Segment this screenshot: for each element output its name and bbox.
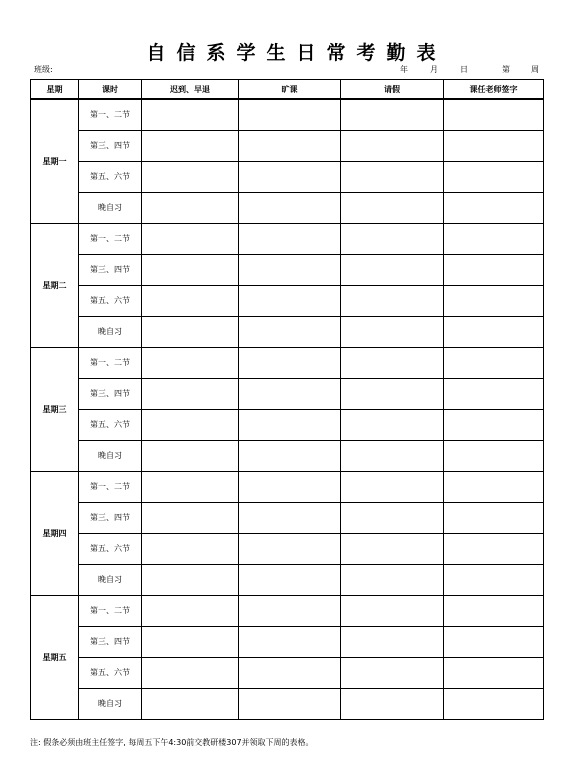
column-header-late: 迟到、早退	[142, 80, 239, 100]
absent-cell[interactable]	[239, 316, 341, 347]
class-label: 班级:	[34, 65, 53, 74]
table-row	[31, 316, 544, 347]
leave-cell[interactable]	[341, 502, 444, 533]
late-cell[interactable]	[142, 409, 239, 440]
absent-cell[interactable]	[239, 564, 341, 595]
weekday-cell: 星期一	[31, 99, 79, 223]
teacher-signature-cell[interactable]	[444, 595, 544, 626]
table-row	[31, 533, 544, 564]
leave-cell[interactable]	[341, 99, 444, 130]
leave-cell[interactable]	[341, 657, 444, 688]
late-cell[interactable]	[142, 285, 239, 316]
table-row	[31, 378, 544, 409]
absent-cell[interactable]	[239, 595, 341, 626]
late-cell[interactable]	[142, 99, 239, 130]
teacher-signature-cell[interactable]	[444, 161, 544, 192]
absent-cell[interactable]	[239, 533, 341, 564]
table-body	[31, 99, 544, 719]
attendance-table	[30, 79, 544, 720]
period-cell: 第三、四节	[79, 254, 142, 285]
teacher-signature-cell[interactable]	[444, 223, 544, 254]
weekday-cell: 星期五	[31, 595, 79, 719]
period-cell: 第一、二节	[79, 471, 142, 502]
absent-cell[interactable]	[239, 502, 341, 533]
leave-cell[interactable]	[341, 409, 444, 440]
leave-cell[interactable]	[341, 223, 444, 254]
column-header-period: 课时	[79, 80, 142, 100]
late-cell[interactable]	[142, 595, 239, 626]
late-cell[interactable]	[142, 161, 239, 192]
absent-cell[interactable]	[239, 99, 341, 130]
absent-cell[interactable]	[239, 440, 341, 471]
period-cell: 第三、四节	[79, 626, 142, 657]
absent-cell[interactable]	[239, 285, 341, 316]
period-cell: 晚自习	[79, 688, 142, 719]
late-cell[interactable]	[142, 254, 239, 285]
column-header-weekday: 星期	[31, 80, 79, 100]
late-cell[interactable]	[142, 502, 239, 533]
late-cell[interactable]	[142, 347, 239, 378]
teacher-signature-cell[interactable]	[444, 316, 544, 347]
weekday-cell: 星期四	[31, 471, 79, 595]
late-cell[interactable]	[142, 440, 239, 471]
teacher-signature-cell[interactable]	[444, 130, 544, 161]
leave-cell[interactable]	[341, 347, 444, 378]
period-cell: 第三、四节	[79, 502, 142, 533]
leave-cell[interactable]	[341, 254, 444, 285]
absent-cell[interactable]	[239, 471, 341, 502]
late-cell[interactable]	[142, 471, 239, 502]
period-cell: 第一、二节	[79, 223, 142, 254]
column-header-absent: 旷课	[239, 80, 341, 100]
month-label: 月	[430, 65, 438, 74]
table-row	[31, 99, 544, 130]
table-row	[31, 223, 544, 254]
leave-cell[interactable]	[341, 192, 444, 223]
late-cell[interactable]	[142, 688, 239, 719]
week-suffix-label: 周	[531, 65, 539, 74]
table-row	[31, 440, 544, 471]
period-cell: 第一、二节	[79, 347, 142, 378]
absent-cell[interactable]	[239, 161, 341, 192]
period-cell: 第五、六节	[79, 161, 142, 192]
late-cell[interactable]	[142, 657, 239, 688]
teacher-signature-cell[interactable]	[444, 502, 544, 533]
period-cell: 第五、六节	[79, 657, 142, 688]
week-prefix-label: 第	[502, 65, 510, 74]
absent-cell[interactable]	[239, 657, 341, 688]
leave-cell[interactable]	[341, 316, 444, 347]
period-cell: 第五、六节	[79, 533, 142, 564]
period-cell: 第三、四节	[79, 378, 142, 409]
column-header-leave: 请假	[341, 80, 444, 100]
period-cell: 晚自习	[79, 564, 142, 595]
leave-cell[interactable]	[341, 440, 444, 471]
late-cell[interactable]	[142, 378, 239, 409]
absent-cell[interactable]	[239, 378, 341, 409]
period-cell: 第一、二节	[79, 99, 142, 130]
teacher-signature-cell[interactable]	[444, 347, 544, 378]
table-row	[31, 254, 544, 285]
teacher-signature-cell[interactable]	[444, 192, 544, 223]
absent-cell[interactable]	[239, 347, 341, 378]
table-row	[31, 130, 544, 161]
header-info-line	[34, 64, 544, 78]
teacher-signature-cell[interactable]	[444, 378, 544, 409]
period-cell: 晚自习	[79, 316, 142, 347]
table-row	[31, 347, 544, 378]
teacher-signature-cell[interactable]	[444, 254, 544, 285]
absent-cell[interactable]	[239, 626, 341, 657]
period-cell: 第五、六节	[79, 409, 142, 440]
teacher-signature-cell[interactable]	[444, 657, 544, 688]
period-cell: 第一、二节	[79, 595, 142, 626]
table-row	[31, 502, 544, 533]
leave-cell[interactable]	[341, 471, 444, 502]
header-row	[31, 80, 544, 100]
period-cell: 晚自习	[79, 440, 142, 471]
absent-cell[interactable]	[239, 254, 341, 285]
table-row	[31, 595, 544, 626]
period-cell: 第五、六节	[79, 285, 142, 316]
period-cell: 第三、四节	[79, 130, 142, 161]
teacher-signature-cell[interactable]	[444, 564, 544, 595]
absent-cell[interactable]	[239, 223, 341, 254]
teacher-signature-cell[interactable]	[444, 688, 544, 719]
period-cell: 晚自习	[79, 192, 142, 223]
table-row	[31, 161, 544, 192]
teacher-signature-cell[interactable]	[444, 285, 544, 316]
absent-cell[interactable]	[239, 130, 341, 161]
late-cell[interactable]	[142, 316, 239, 347]
teacher-signature-cell[interactable]	[444, 533, 544, 564]
late-cell[interactable]	[142, 533, 239, 564]
table-row	[31, 285, 544, 316]
late-cell[interactable]	[142, 626, 239, 657]
weekday-cell: 星期三	[31, 347, 79, 471]
absent-cell[interactable]	[239, 409, 341, 440]
leave-cell[interactable]	[341, 130, 444, 161]
footer-note: 注: 假条必须由班主任签字, 每周五下午4:30前交教研楼307并领取下周的表格。	[30, 738, 314, 747]
late-cell[interactable]	[142, 192, 239, 223]
leave-cell[interactable]	[341, 161, 444, 192]
year-label: 年	[400, 65, 408, 74]
teacher-signature-cell[interactable]	[444, 409, 544, 440]
leave-cell[interactable]	[341, 688, 444, 719]
table-row	[31, 409, 544, 440]
absent-cell[interactable]	[239, 192, 341, 223]
leave-cell[interactable]	[341, 533, 444, 564]
leave-cell[interactable]	[341, 285, 444, 316]
leave-cell[interactable]	[341, 626, 444, 657]
table-row	[31, 688, 544, 719]
leave-cell[interactable]	[341, 378, 444, 409]
teacher-signature-cell[interactable]	[444, 471, 544, 502]
table-row	[31, 471, 544, 502]
late-cell[interactable]	[142, 564, 239, 595]
table-row	[31, 657, 544, 688]
leave-cell[interactable]	[341, 564, 444, 595]
late-cell[interactable]	[142, 223, 239, 254]
absent-cell[interactable]	[239, 688, 341, 719]
column-header-teacher-signature: 课任老师签字	[444, 80, 544, 100]
teacher-signature-cell[interactable]	[444, 440, 544, 471]
page-title: 自信系学生日常考勤表	[146, 42, 447, 64]
table-row	[31, 626, 544, 657]
teacher-signature-cell[interactable]	[444, 99, 544, 130]
teacher-signature-cell[interactable]	[444, 626, 544, 657]
table-row	[31, 192, 544, 223]
leave-cell[interactable]	[341, 595, 444, 626]
table-row	[31, 564, 544, 595]
late-cell[interactable]	[142, 130, 239, 161]
weekday-cell: 星期二	[31, 223, 79, 347]
day-label: 日	[460, 65, 468, 74]
